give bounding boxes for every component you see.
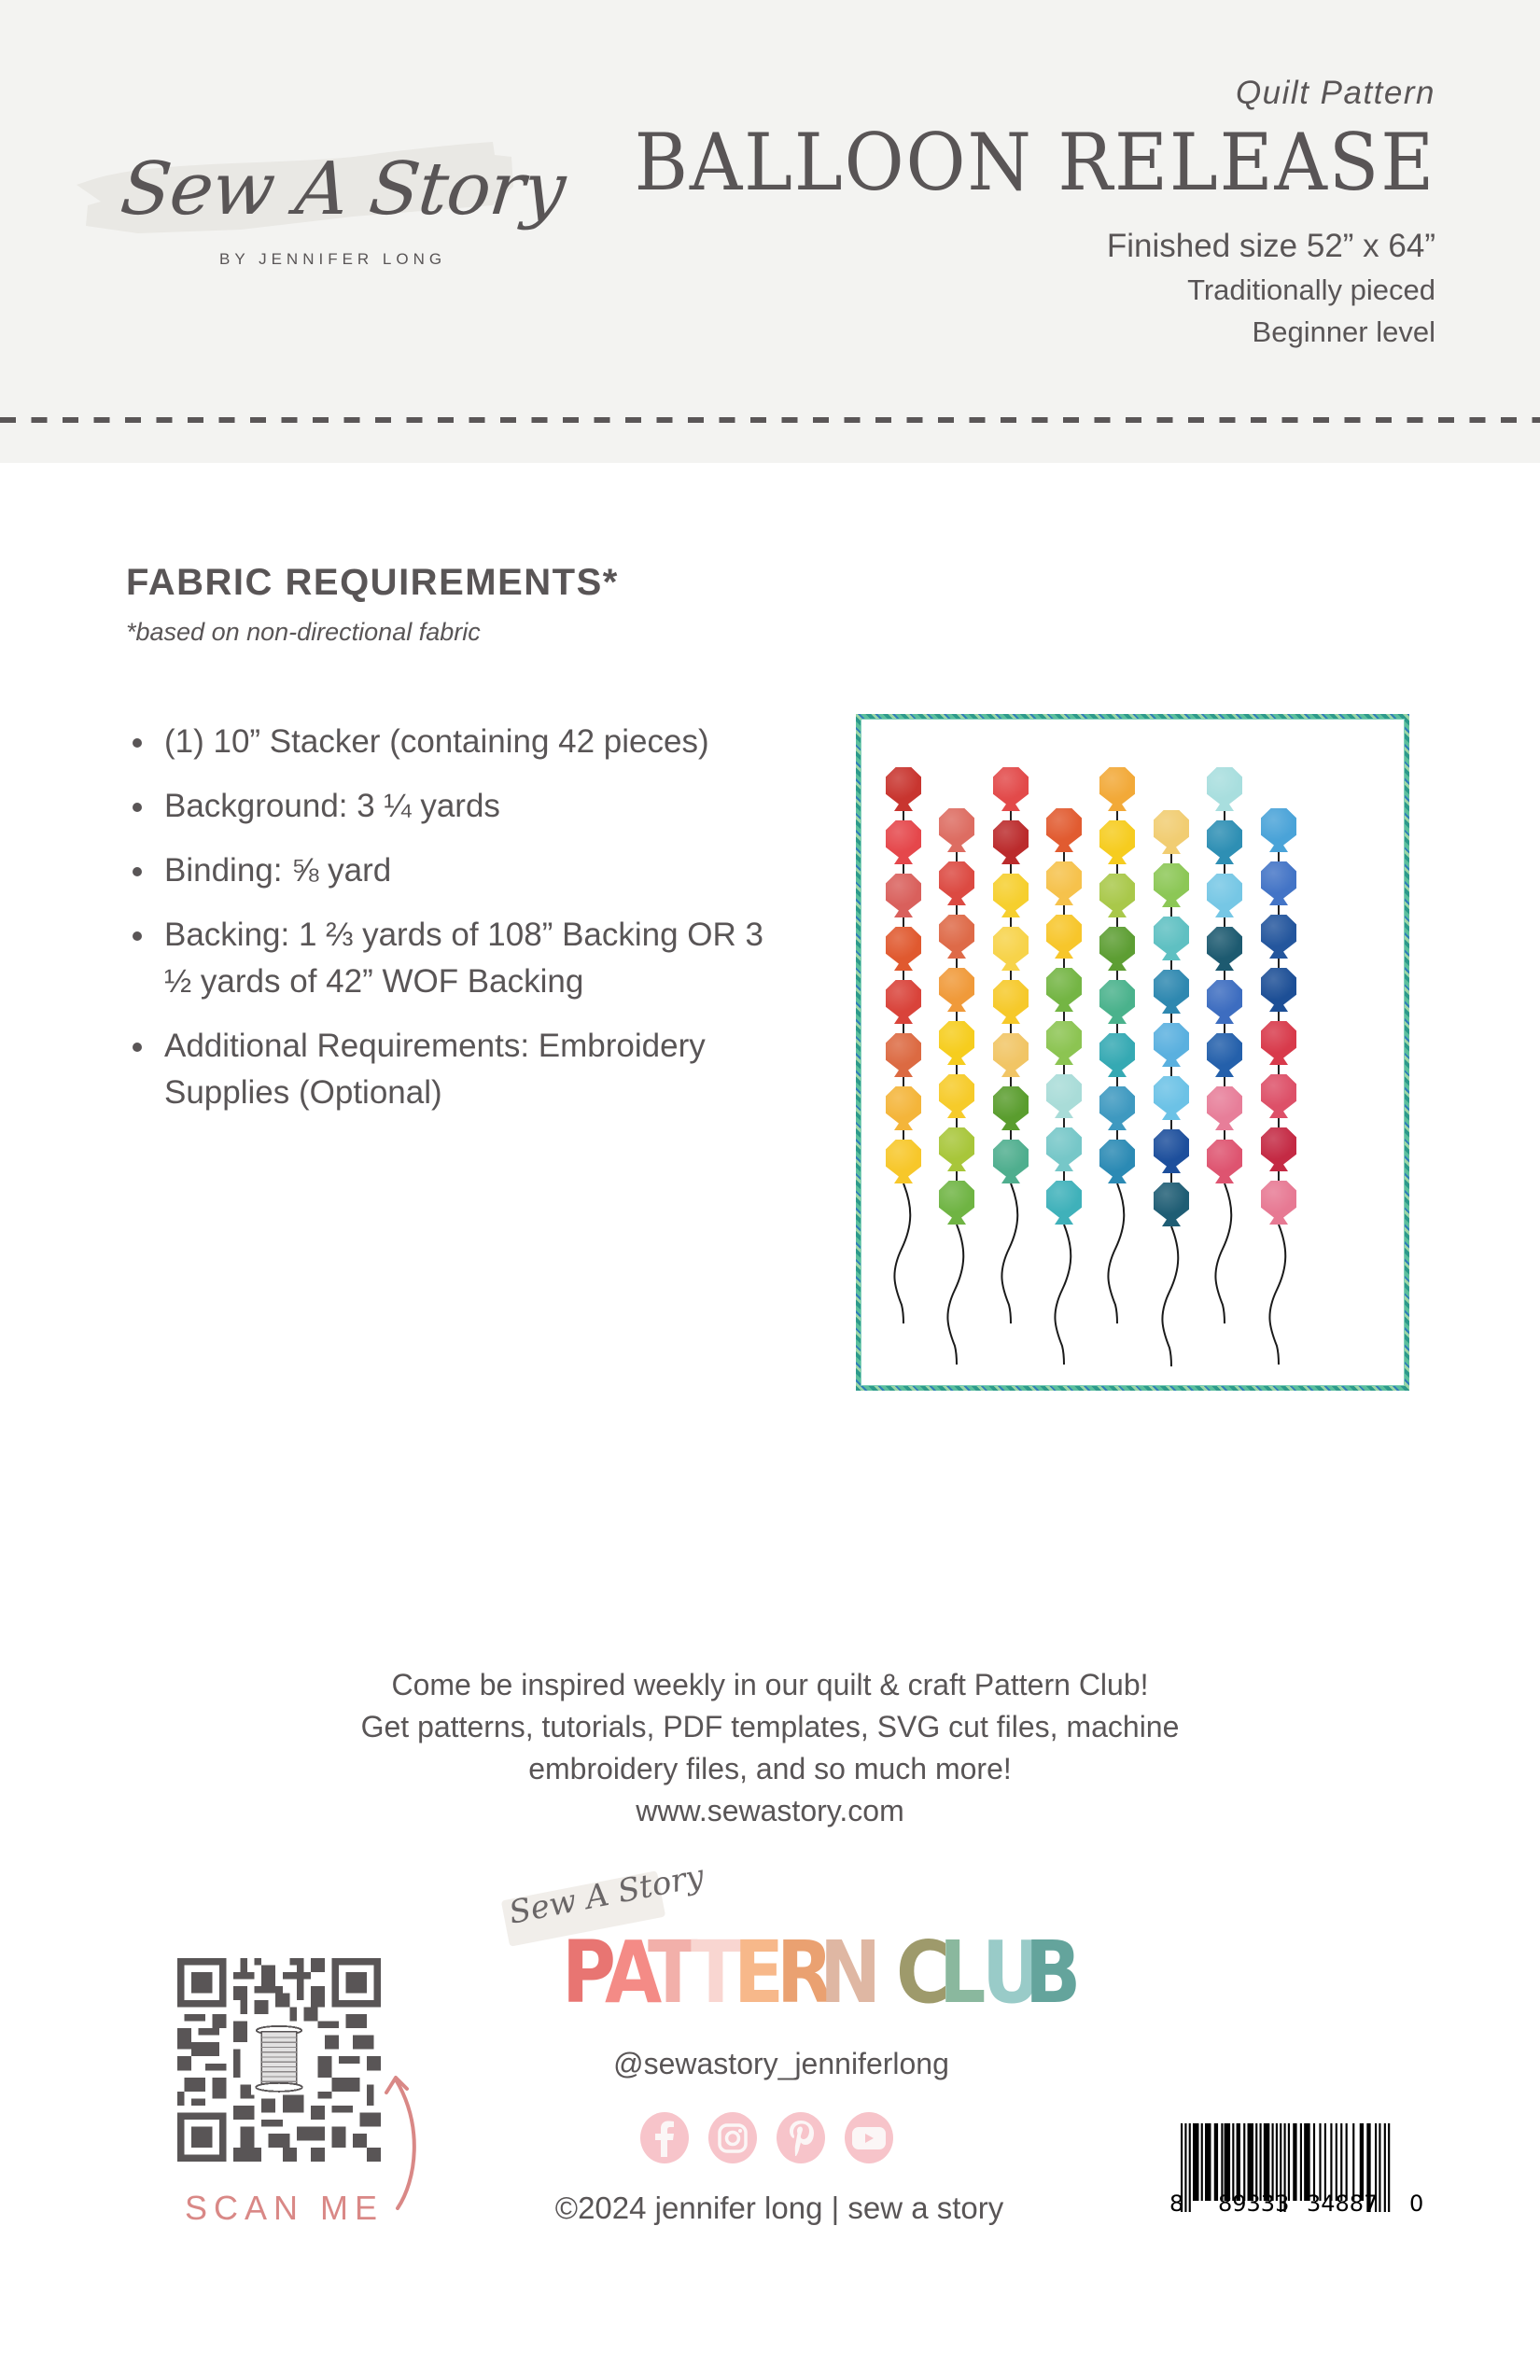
club-logo-letter: B bbox=[1025, 1923, 1080, 2023]
balloon-block bbox=[1096, 767, 1139, 821]
balloon-string-tail bbox=[1045, 1225, 1083, 1365]
balloon-block bbox=[1150, 917, 1193, 971]
balloon-block bbox=[935, 1021, 978, 1075]
balloon-block bbox=[1096, 980, 1139, 1034]
header-band bbox=[0, 0, 1540, 463]
requirement-background: Background: 3 ¼ yards bbox=[131, 783, 784, 830]
balloon-string-tail bbox=[1260, 1225, 1297, 1365]
balloon-block bbox=[989, 820, 1032, 875]
social-icons bbox=[640, 2112, 893, 2163]
balloon-block bbox=[1203, 980, 1246, 1034]
barcode-digit-group: 8 bbox=[1169, 2191, 1184, 2217]
balloon-block bbox=[1257, 1074, 1300, 1128]
requirement-stacker: (1) 10” Stacker (containing 42 pieces) bbox=[131, 719, 784, 765]
quilt-illustration bbox=[856, 714, 1409, 1391]
balloon-block bbox=[1043, 808, 1085, 862]
qr-code[interactable] bbox=[177, 1958, 381, 2162]
balloon-block bbox=[989, 874, 1032, 928]
dashed-divider bbox=[0, 417, 1540, 423]
club-logo-letter: P bbox=[562, 1923, 615, 2023]
balloon-block bbox=[989, 1033, 1032, 1087]
club-logo-letter: T bbox=[648, 1923, 697, 2023]
balloon-block bbox=[935, 968, 978, 1022]
balloon-string-tail bbox=[992, 1183, 1029, 1323]
thread-spool-icon bbox=[251, 2024, 307, 2094]
logo-byline: BY JENNIFER LONG bbox=[219, 250, 447, 268]
balloon-block bbox=[882, 1033, 925, 1087]
balloon-block bbox=[1257, 968, 1300, 1022]
club-logo-letter: T bbox=[691, 1923, 740, 2023]
balloon-block bbox=[1150, 1023, 1193, 1077]
balloon-block bbox=[989, 980, 1032, 1034]
balloon-block bbox=[1043, 968, 1085, 1022]
pattern-specs bbox=[574, 230, 1435, 346]
balloon-block bbox=[1203, 874, 1246, 928]
balloon-block bbox=[1150, 1076, 1193, 1130]
balloon-block bbox=[882, 927, 925, 981]
club-logo-letter: E bbox=[734, 1923, 783, 2023]
finished-size: Finished size 52” x 64” bbox=[1106, 228, 1435, 264]
instagram-icon[interactable] bbox=[708, 2112, 757, 2163]
logo-script-text: Sew A Story bbox=[117, 147, 569, 231]
balloon-block bbox=[1043, 861, 1085, 916]
promo-line: embroidery files, and so much more! bbox=[528, 1752, 1012, 1785]
title-block bbox=[574, 75, 1435, 359]
balloon-string-tail bbox=[938, 1225, 975, 1365]
club-logo-letters bbox=[562, 1923, 1080, 2023]
barcode-digits bbox=[1169, 2191, 1431, 2219]
piecing-method: Traditionally pieced bbox=[1187, 273, 1435, 306]
club-logo-letter: N bbox=[819, 1923, 880, 2023]
balloon-block bbox=[935, 1127, 978, 1182]
balloon-block bbox=[1203, 1033, 1246, 1087]
barcode-digit-group: 89333 bbox=[1218, 2191, 1290, 2217]
fabric-requirements-heading: FABRIC REQUIREMENTS* bbox=[126, 562, 619, 603]
balloon-block bbox=[1203, 1086, 1246, 1141]
balloon-block bbox=[882, 820, 925, 875]
balloon-block bbox=[882, 767, 925, 821]
balloon-string-tail bbox=[1099, 1183, 1136, 1323]
club-logo-letter: C bbox=[896, 1923, 949, 2023]
curved-arrow-icon bbox=[383, 2070, 429, 2210]
balloon-block bbox=[989, 927, 1032, 981]
balloon-block bbox=[882, 874, 925, 928]
balloon-block bbox=[1257, 808, 1300, 862]
balloon-block bbox=[1096, 820, 1139, 875]
requirement-binding: Binding: ⅝ yard bbox=[131, 847, 784, 894]
balloon-block bbox=[1150, 863, 1193, 917]
club-logo-letter: U bbox=[982, 1923, 1041, 2023]
balloon-string-tail bbox=[885, 1183, 922, 1323]
club-logo-letter: R bbox=[777, 1923, 833, 2023]
club-logo-letter: L bbox=[939, 1923, 985, 2023]
pattern-club-promo bbox=[0, 1664, 1540, 1832]
skill-level: Beginner level bbox=[1252, 315, 1435, 348]
balloon-block bbox=[1096, 927, 1139, 981]
requirement-additional: Additional Requirements: Embroidery Supplies (Optional) bbox=[131, 1023, 765, 1116]
balloon-block bbox=[1043, 1074, 1085, 1128]
balloon-block bbox=[989, 1086, 1032, 1141]
barcode-digit-group: 34887 bbox=[1307, 2191, 1379, 2217]
balloon-block bbox=[1150, 1129, 1193, 1183]
scan-me-label: SCAN ME bbox=[185, 2189, 385, 2227]
balloon-block bbox=[1043, 915, 1085, 969]
social-handle[interactable]: @sewastory_jenniferlong bbox=[613, 2047, 949, 2080]
youtube-icon[interactable] bbox=[845, 2112, 893, 2163]
promo-line: Come be inspired weekly in our quilt & craft Pattern Club! bbox=[391, 1668, 1149, 1701]
pattern-club-logo bbox=[504, 1857, 1083, 2025]
balloon-block bbox=[1096, 874, 1139, 928]
balloon-block bbox=[1203, 767, 1246, 821]
balloon-block bbox=[1257, 915, 1300, 969]
balloon-block bbox=[1257, 1021, 1300, 1075]
sew-a-story-logo bbox=[73, 131, 577, 280]
balloon-block bbox=[1150, 970, 1193, 1024]
fabric-requirements-list bbox=[131, 719, 784, 1134]
balloon-block bbox=[935, 915, 978, 969]
pattern-type-label: Quilt Pattern bbox=[1235, 75, 1435, 111]
balloon-block bbox=[1150, 810, 1193, 864]
balloon-block bbox=[935, 1074, 978, 1128]
balloon-string-tail bbox=[1153, 1226, 1190, 1366]
balloon-block bbox=[935, 861, 978, 916]
balloon-block bbox=[935, 808, 978, 862]
balloon-block bbox=[1257, 861, 1300, 916]
balloon-block bbox=[882, 1086, 925, 1141]
balloon-block bbox=[989, 767, 1032, 821]
copyright-text: ©2024 jennifer long | sew a story bbox=[554, 2191, 1004, 2225]
requirement-backing: Backing: 1 ⅔ yards of 108” Backing OR 3 ½ yards of 42” WOF Backing bbox=[131, 912, 765, 1005]
balloon-block bbox=[1043, 1127, 1085, 1182]
balloon-block bbox=[1096, 1086, 1139, 1141]
fabric-requirements-note: *based on non-directional fabric bbox=[126, 618, 481, 646]
facebook-icon[interactable] bbox=[640, 2112, 689, 2163]
website-link[interactable]: www.sewastory.com bbox=[636, 1794, 904, 1827]
balloon-block bbox=[1203, 927, 1246, 981]
balloon-string-tail bbox=[1206, 1183, 1243, 1323]
balloon-block bbox=[1096, 1033, 1139, 1087]
balloon-block bbox=[882, 980, 925, 1034]
pinterest-icon[interactable] bbox=[777, 2112, 825, 2163]
balloon-block bbox=[1257, 1127, 1300, 1182]
balloon-block bbox=[1043, 1021, 1085, 1075]
club-logo-letter: A bbox=[605, 1923, 661, 2023]
balloon-block bbox=[1203, 820, 1246, 875]
promo-line: Get patterns, tutorials, PDF templates, SVG cut files, machine bbox=[360, 1710, 1180, 1743]
pattern-title: BALLOON RELEASE bbox=[634, 117, 1435, 208]
club-logo-script: Sew A Story bbox=[506, 1857, 707, 1932]
barcode-digit-group: 0 bbox=[1409, 2191, 1424, 2217]
